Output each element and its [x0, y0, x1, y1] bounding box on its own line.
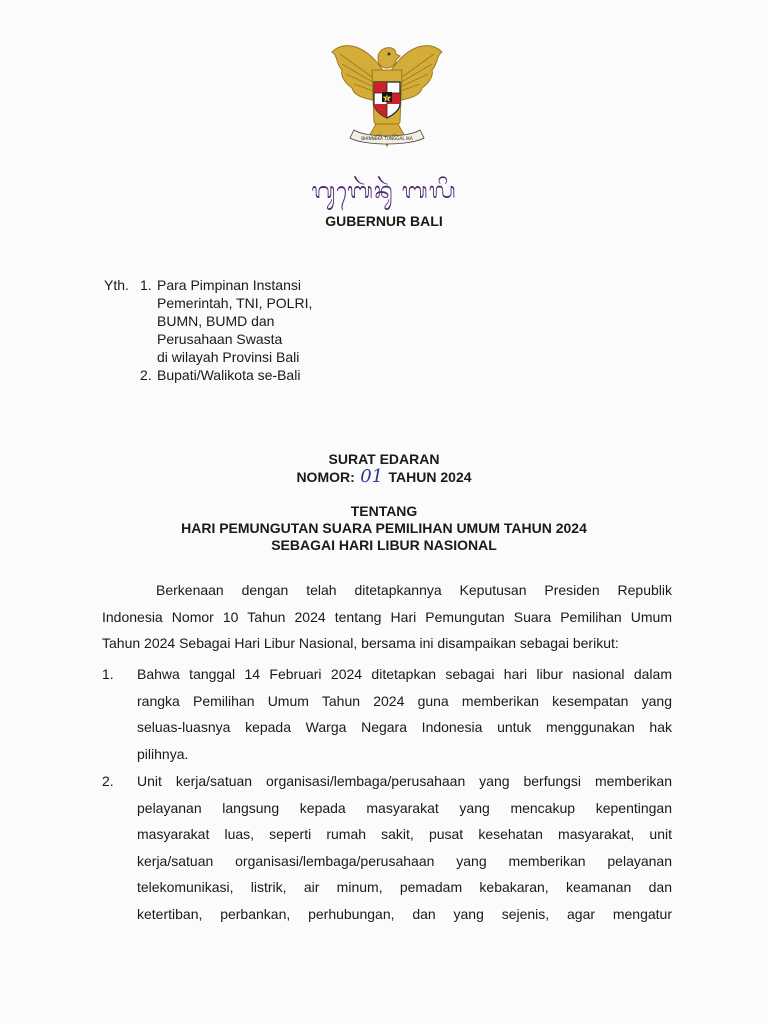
- item-line: pelayanan langsung kepada masyarakat yang mencakup kepentingan: [137, 799, 672, 816]
- subject-line-1: HARI PEMUNGUTAN SUARA PEMILIHAN UMUM TAHUN 2024: [181, 520, 587, 536]
- intro-line: Berkenaan dengan telah ditetapkannya Keputusan Presiden Republik: [156, 582, 672, 598]
- recipient-item: [104, 276, 312, 366]
- nomor-label: NOMOR:: [296, 469, 355, 485]
- recipients-block: [104, 276, 312, 384]
- emblem-motto: BHINNEKA TUNGGAL IKA: [361, 136, 413, 141]
- item-number: 1.: [102, 666, 114, 682]
- letter-year: TAHUN 2024: [388, 469, 472, 485]
- item-line: masyarakat luas, seperti rumah sakit, pusat kesehatan masyarakat, unit: [137, 826, 672, 842]
- letter-number-line: [0, 468, 768, 486]
- item-line: rangka Pemilihan Umum Tahun 2024 guna memberikan kesempatan yang: [137, 692, 672, 709]
- recipient-number: 2.: [140, 367, 152, 383]
- governor-title: GUBERNUR BALI: [325, 213, 443, 229]
- item-line: seluas-luasnya kepada Warga Negara Indonesia untuk menggunakan hak: [137, 719, 672, 735]
- intro-paragraph: [102, 577, 672, 657]
- balinese-script-title: ᬕᬸᬩᬾᬃᬦᬸᬃ ᬩᬮᬶ: [311, 179, 457, 204]
- item-number: 2.: [102, 773, 114, 789]
- recipient-text: Bupati/Walikota se-Bali: [157, 367, 301, 383]
- tentang-heading: TENTANG: [350, 503, 418, 519]
- item-line: pilihnya.: [137, 745, 189, 762]
- intro-line: Indonesia Nomor 10 Tahun 2024 tentang Hari Pemungutan Suara Pemilihan Umum: [102, 608, 672, 625]
- item-line: ketertiban, perbankan, perhubungan, dan yang sejenis, agar mengatur: [137, 905, 672, 922]
- recipient-number: 1.: [140, 277, 152, 293]
- item-line: telekomunikasi, listrik, air minum, pemadam kebakaran, keamanan dan: [137, 879, 672, 895]
- item-line: kerja/satuan organisasi/lembaga/perusahaan yang memberikan pelayanan: [137, 852, 672, 869]
- recipient-item: [104, 366, 312, 384]
- subject-line-2: SEBAGAI HARI LIBUR NASIONAL: [271, 537, 497, 553]
- recipient-text: Para Pimpinan Instansi Pemerintah, TNI, POLRI, BUMN, BUMD dan Perusahaan Swasta di wilayah Provinsi Bali: [157, 277, 313, 365]
- intro-line: Tahun 2024 Sebagai Hari Libur Nasional, bersama ini disampaikan sebagai berikut:: [102, 635, 619, 651]
- nomor-value: 01: [360, 466, 384, 487]
- item-line: Unit kerja/satuan organisasi/lembaga/perusahaan yang berfungsi memberikan: [137, 773, 672, 789]
- garuda-emblem-icon: [326, 34, 448, 156]
- letter-type: SURAT EDARAN: [328, 451, 440, 467]
- item-line: Bahwa tanggal 14 Februari 2024 ditetapkan sebagai hari libur nasional dalam: [137, 666, 672, 682]
- yth-label: Yth.: [104, 277, 129, 293]
